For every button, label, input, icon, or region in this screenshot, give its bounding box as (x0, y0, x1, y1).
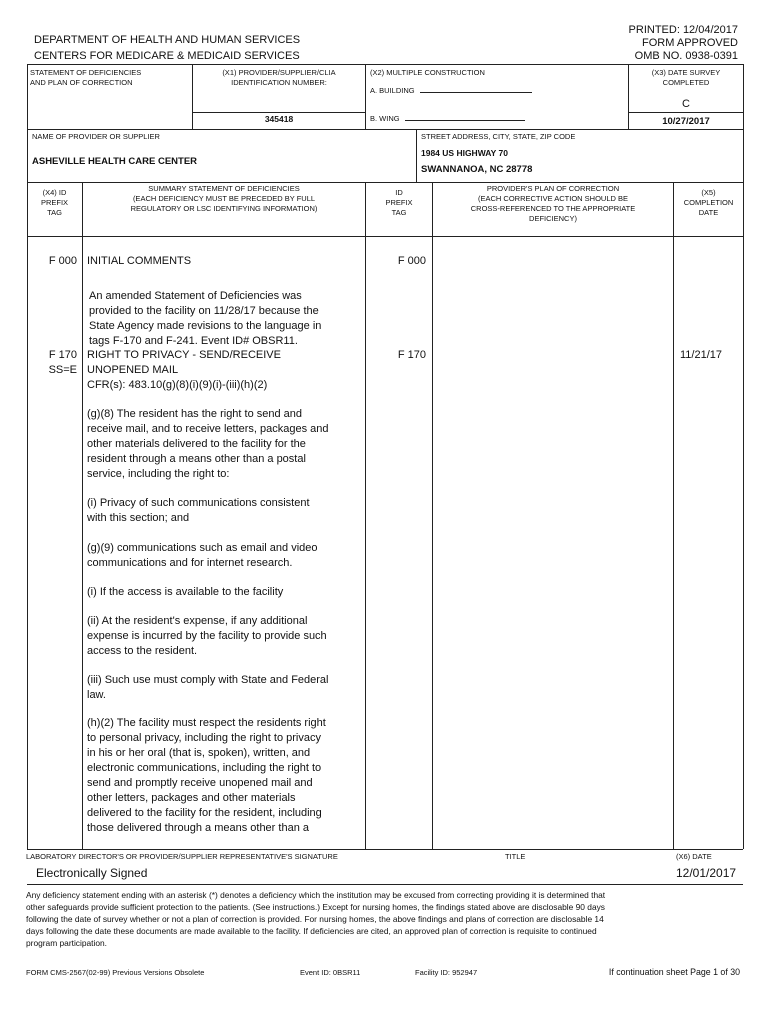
id-header: ID PREFIX TAG (385, 188, 413, 217)
address-label: STREET ADDRESS, CITY, STATE, ZIP CODE (421, 132, 576, 141)
page-indicator: If continuation sheet Page 1 of 30 (608, 967, 740, 977)
wing-label: B. WING (370, 114, 525, 124)
summary-header: SUMMARY STATEMENT OF DEFICIENCIES (EACH DEFICIENCY MUST BE PRECEDED BY FULL REGULATORY OR LSC IDENTIFYING INFORMATION) (130, 184, 318, 213)
form-approved: FORM APPROVED (642, 37, 738, 49)
provider-label: NAME OF PROVIDER OR SUPPLIER (32, 132, 160, 141)
survey-code: C (682, 98, 690, 110)
f170-title: RIGHT TO PRIVACY - SEND/RECEIVE UNOPENED MAIL CFR(s): 483.10(g)(8)(i)(9)(i)-(iii)(h)(2) (87, 349, 281, 391)
plan-header: PROVIDER'S PLAN OF CORRECTION (EACH CORRECTIVE ACTION SHOULD BE CROSS-REFERENCED TO THE APPROPRIATE DEFICIENCY) (470, 184, 636, 223)
address-line1: 1984 US HIGHWAY 70 (421, 148, 508, 158)
f000-text: An amended Statement of Deficiencies was provided to the facility on 11/28/17 because the State Agency made revisions to the language in tags F-170 and F-241. Event ID# OBSR11. (89, 290, 322, 347)
address-line2: SWANNANOA, NC 28778 (421, 164, 533, 175)
facility-id: Facility ID: 952947 (415, 968, 478, 977)
f170-id: F 170 (397, 349, 426, 361)
provider-name: ASHEVILLE HEALTH CARE CENTER (32, 156, 198, 167)
x2-label: (X2) MULTIPLE CONSTRUCTION (370, 68, 485, 77)
building-field (420, 92, 532, 93)
paragraph: (g)(8) The resident has the right to send and receive mail, and to receive letters, packages and other materials delivered to the facility for the resident through a means other than a postal service, including the right to: (87, 408, 329, 480)
paragraph: (ii) At the resident's expense, if any additional expense is incurred by the facility to provide such access to the resident. (87, 615, 327, 657)
date-label: (X6) DATE (676, 852, 712, 861)
agency-name: CENTERS FOR MEDICARE & MEDICAID SERVICES (34, 50, 300, 62)
f170-completion-date: 11/21/17 (679, 349, 722, 361)
department-name: DEPARTMENT OF HEALTH AND HUMAN SERVICES (34, 34, 301, 46)
x1-label: (X1) PROVIDER/SUPPLIER/CLIA IDENTIFICATION NUMBER: (222, 68, 336, 87)
signature-label: LABORATORY DIRECTOR'S OR PROVIDER/SUPPLIER REPRESENTATIVE'S SIGNATURE (26, 852, 338, 861)
wing-field (405, 120, 525, 121)
disclaimer: Any deficiency statement ending with an asterisk (*) denotes a deficiency which the institution may be excused from correcting providing it is determined that other safeguards provide sufficient protection to the patients. (See instructions.) Except for nursing homes, the findings stated above are disclosable 90 days following the date of survey whether or not a plan of correction is provided. For nursing homes, the above findings and plans of correction are disclosable 14 days following the date these documents are made available to the facility. If deficiencies are cited, an approved plan of correction is requisite to continued program participation. (26, 890, 606, 948)
statement-label: STATEMENT OF DEFICIENCIES AND PLAN OF CORRECTION (30, 68, 142, 87)
paragraph: (iii) Such use must comply with State and Federal law. (87, 674, 329, 701)
x5-header: (X5) COMPLETION DATE (683, 188, 734, 217)
paragraph: (g)(9) communications such as email and video communications and for internet research. (87, 542, 318, 569)
form-number: FORM CMS-2567(02-99) Previous Versions Obsolete (26, 968, 205, 977)
x3-label: (X3) DATE SURVEY COMPLETED (651, 68, 721, 87)
omb-number: OMB NO. 0938-0391 (634, 50, 738, 62)
f170-scope: SS=E (48, 364, 77, 376)
paragraph: (i) If the access is available to the facility (87, 586, 284, 598)
paragraph: (i) Privacy of such communications consistent with this section; and (87, 497, 310, 524)
f170-tag: F 170 (48, 349, 77, 361)
printed-date: PRINTED: 12/04/2017 (628, 24, 738, 36)
building-label: A. BUILDING (370, 86, 532, 96)
event-id: Event ID: 0BSR11 (300, 968, 361, 977)
f000-tag: F 000 (48, 255, 77, 267)
signature-value: Electronically Signed (36, 866, 148, 880)
x4-header: (X4) ID PREFIX TAG (40, 188, 69, 217)
provider-number: 345418 (264, 114, 294, 124)
f000-title: INITIAL COMMENTS (87, 255, 192, 267)
paragraph: (h)(2) The facility must respect the residents right to personal privacy, including the right to privacy in his or her oral (that is, spoken), written, and electronic communications, including the right to send and promptly receive unopened mail and other letters, packages and other materials delivered to the facility for the resident, including those delivered through a means other than a (87, 717, 326, 834)
title-label: TITLE (505, 852, 526, 861)
f000-id: F 000 (397, 255, 426, 267)
signature-date: 12/01/2017 (676, 866, 737, 880)
survey-date: 10/27/2017 (662, 116, 710, 127)
